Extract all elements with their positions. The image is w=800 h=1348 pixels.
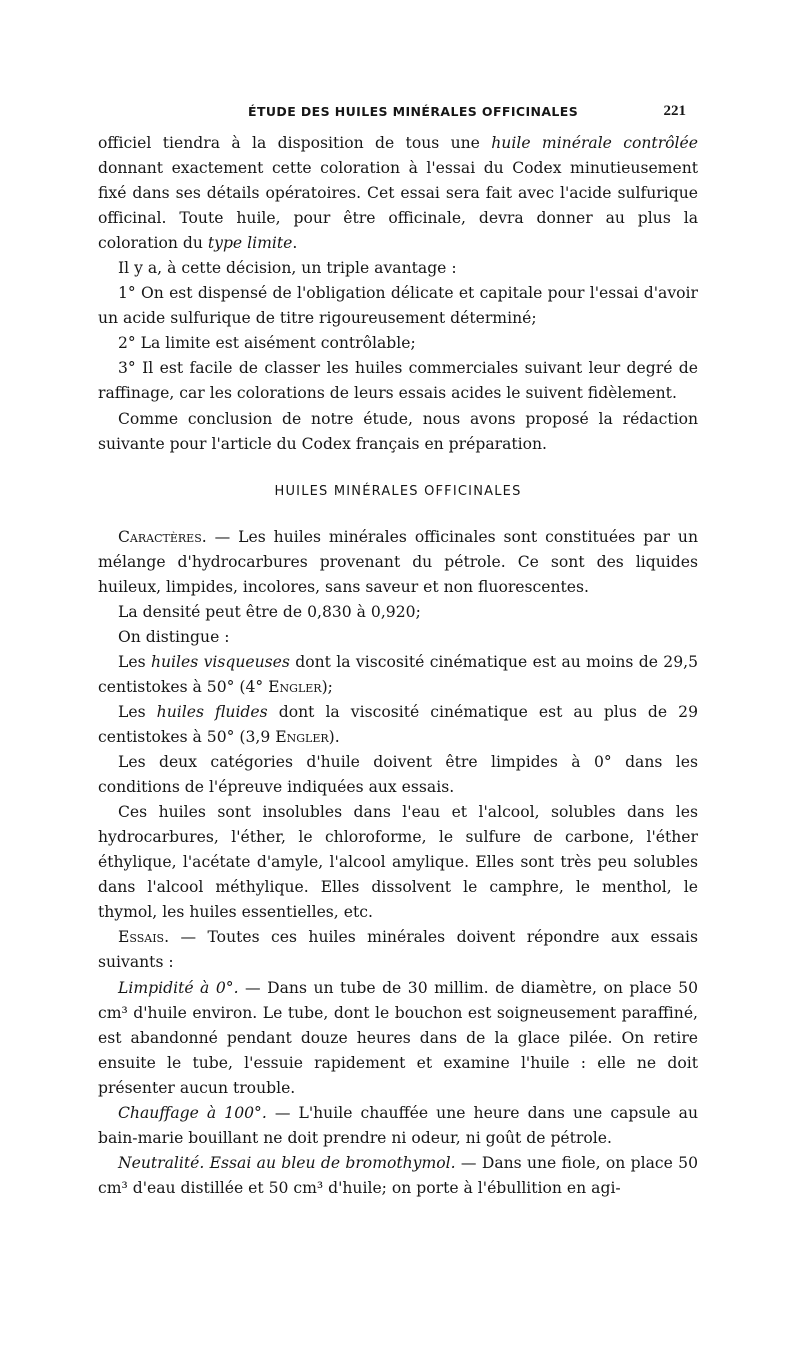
- paragraph-distingue: On distingue :: [118, 627, 230, 646]
- paragraph-densite: La densité peut être de 0,830 à 0,920;: [118, 602, 421, 621]
- running-title: ÉTUDE DES HUILES MINÉRALES OFFICINALES: [248, 104, 579, 119]
- paragraph-categories: Les deux catégories d'huile doivent être limpides à 0° dans les conditions de l'épreuve indiquées aux essais.: [98, 753, 698, 797]
- paragraph-huiles-fluides: Les huiles fluides dont la viscosité cinématique est au plus de 29 centistokes à 50° (3,9 Engler).: [98, 702, 699, 747]
- section-title: HUILES MINÉRALES OFFICINALES: [274, 483, 522, 499]
- paragraph-solubilite: Ces huiles sont insolubles dans l'eau et l'alcool, solubles dans les hydrocarbures, l'éther, le chloroforme, le sulfure de carbone, l'éther éthylique, l'acétate d'amyle, l'alcool amylique. Elles sont très peu solubles dans l'alcool méthylique. Elles dissolvent le camphre, le menthol, le thymol, les huiles essentielles, etc.: [98, 803, 698, 922]
- page-number: 221: [663, 103, 686, 119]
- paragraph-chauffage: Chauffage à 100°. — L'huile chauffée une heure dans une capsule au bain-marie bouillant ne doit prendre ni odeur, ni goût de pétrole.: [98, 1103, 698, 1147]
- paragraph-huiles-visqueuses: Les huiles visqueuses dont la viscosité cinématique est au moins de 29,5 centistokes à 50° (4° Engler);: [98, 652, 699, 696]
- body-text: [98, 131, 698, 1201]
- paragraph-advantage-2: 2° La limite est aisément contrôlable;: [118, 334, 416, 353]
- paragraph-advantage-1: 1° On est dispensé de l'obligation délicate et capitale pour l'essai d'avoir un acide sulfurique de titre rigoureusement déterminé;: [98, 284, 698, 328]
- paragraph-essais: Essais. — Toutes ces huiles minérales doivent répondre aux essais suivants :: [98, 928, 698, 972]
- paragraph-limpidite: Limpidité à 0°. — Dans un tube de 30 millim. de diamètre, on place 50 cm³ d'huile environ. Le tube, dont le bouchon est soigneusement paraffiné, est abandonné pendant douze heures dans de la glace pilée. On retire ensuite le tube, l'essuie rapidement et examine l'huile : elle ne doit présenter aucun trouble.: [98, 978, 698, 1097]
- paragraph-advantages-intro: Il y a, à cette décision, un triple avantage :: [118, 259, 457, 278]
- page-header: [118, 100, 686, 122]
- paragraph-caracteres: Caractères. — Les huiles minérales officinales sont constituées par un mélange d'hydrocarbures provenant du pétrole. Ce sont des liquides huileux, limpides, incolores, sans saveur et non fluorescentes.: [98, 527, 698, 596]
- paragraph-advantage-3: 3° Il est facile de classer les huiles commerciales suivant leur degré de raffinage, car les colorations de leurs essais acides le suivent fidèlement.: [98, 359, 698, 403]
- paragraph-neutralite: Neutralité. Essai au bleu de bromothymol. — Dans une fiole, on place 50 cm³ d'eau distillée et 50 cm³ d'huile; on porte à l'ébullition en agi-: [98, 1153, 698, 1197]
- paragraph-continuation: officiel tiendra à la disposition de tous une huile minérale contrôlée donnant exactement cette coloration à l'essai du Codex minutieusement fixé dans ses détails opératoires. Cet essai sera fait avec l'acide sulfurique officinal. Toute huile, pour être officinale, devra donner au plus la coloration du type limite.: [98, 134, 698, 253]
- paragraph-conclusion: Comme conclusion de notre étude, nous avons proposé la rédaction suivante pour l'article du Codex français en préparation.: [98, 409, 698, 453]
